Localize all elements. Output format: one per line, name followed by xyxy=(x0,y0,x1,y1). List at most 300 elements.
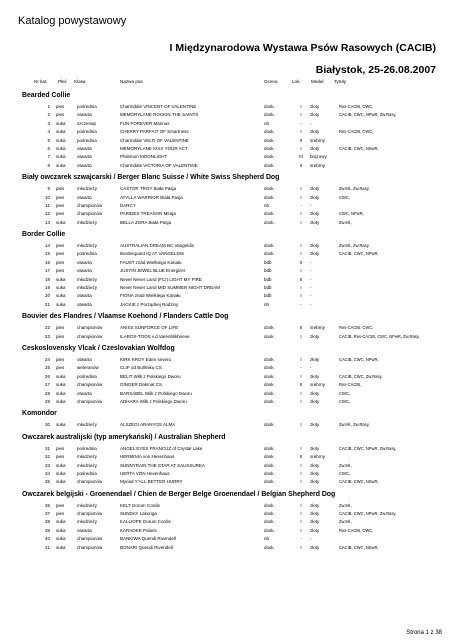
sex-cell: pies xyxy=(56,211,65,217)
sex-cell: pies xyxy=(56,186,65,192)
table-row xyxy=(0,535,452,543)
dog-name-cell: CHERRY PARFAIT OF Smartness xyxy=(120,129,189,135)
class-cell: młodzieży xyxy=(77,502,98,508)
class-cell: młodzieży xyxy=(77,276,98,282)
dog-name-cell: AUSTRALIAN DREAM BC Vangeldis xyxy=(120,243,194,249)
dog-name-cell: Charmdale VICTORIA OF VALENTINE xyxy=(120,162,198,168)
grade-cell: dosk. xyxy=(264,454,275,460)
placement-cell: I xyxy=(300,544,302,550)
sex-cell: pies xyxy=(56,325,65,331)
dog-name-cell: MEMORYLANE KIXX YOUR ACT xyxy=(120,145,188,151)
grade-cell: nb xyxy=(264,202,270,208)
catalog-number-cell: 33 xyxy=(44,462,50,468)
catalog-number-cell: 19 xyxy=(44,285,50,291)
breed-heading: Owczarek belgijski - Groenendael / Chien de Berger Belge Groenendael / Belgian Shepherd Dog xyxy=(22,490,336,498)
dog-name-cell: ADHARA Wilk z Polskiego Dworu xyxy=(120,398,187,404)
sex-cell: suka xyxy=(56,398,66,404)
medal-cell: brązowy xyxy=(310,154,327,160)
titles-cell: CACIB, CWC, NSwR, xyxy=(339,544,379,550)
dog-name-cell: Never Never Land (FCI) LIGHT MY FIRE xyxy=(120,276,202,282)
grade-cell: bdb xyxy=(264,268,272,274)
dog-name-cell: ATYLLA WARRIOR Biała Pasja xyxy=(120,194,183,200)
table-row xyxy=(0,284,452,292)
table-row xyxy=(0,544,452,552)
placement-cell: I xyxy=(300,462,302,468)
catalog-number-cell: 6 xyxy=(47,145,50,151)
sex-cell: pies xyxy=(56,502,65,508)
class-cell: młodzieży xyxy=(77,454,98,460)
placement-cell: II xyxy=(299,276,303,282)
titles-cell: CWC, xyxy=(339,398,350,404)
dog-name-cell: JUSTIN JEWEL BLUE Energizer xyxy=(120,268,186,274)
grade-cell: dosk. xyxy=(264,211,275,217)
sex-cell: suka xyxy=(56,285,66,291)
catalog-number-cell: 32 xyxy=(44,454,50,460)
sex-cell: suka xyxy=(56,154,66,160)
dog-name-cell: ANISS SUNFORCE OF LIFE xyxy=(120,325,179,331)
placement-cell: - xyxy=(300,120,302,126)
table-row xyxy=(0,128,452,136)
grade-cell: dosk. xyxy=(264,527,275,533)
table-row xyxy=(0,137,452,145)
titles-cell: Zw.Mł., xyxy=(339,519,352,525)
class-cell: championów xyxy=(77,202,103,208)
medal-cell: złoty xyxy=(310,390,320,396)
placement-cell: I xyxy=(300,519,302,525)
titles-cell: CACIB, CWC, NPwR, Zw.Rasy, xyxy=(339,511,397,517)
column-header-class: Klasa xyxy=(74,79,86,84)
dog-name-cell: BELLA ZORA Biała Pasja xyxy=(120,219,172,225)
titles-cell: Res-CACIB, CWC, xyxy=(339,104,374,109)
grade-cell: dosk. xyxy=(264,154,275,160)
medal-cell: - xyxy=(310,120,312,126)
grade-cell: dosk. xyxy=(264,333,275,339)
grade-cell: dosk. xyxy=(264,398,275,404)
sex-cell: suka xyxy=(56,145,66,151)
sex-cell: pies xyxy=(56,259,65,265)
breed-heading: Owczarek australijski (typ amerykański) / Australian Shepherd xyxy=(22,433,226,441)
sex-cell: pies xyxy=(56,243,65,249)
sex-cell: suka xyxy=(56,120,66,126)
titles-cell: CWC, xyxy=(339,194,350,200)
table-row xyxy=(0,202,452,210)
medal-cell: złoty xyxy=(310,186,320,192)
table-row xyxy=(0,510,452,518)
titles-cell: Zw.Mł., Zw.Rasy, xyxy=(339,186,370,192)
table-row xyxy=(0,462,452,470)
titles-cell: CACIB, CWC, Zw.Rasy, xyxy=(339,373,383,379)
class-cell: otwarta xyxy=(77,301,92,307)
catalog-number-cell: 17 xyxy=(44,268,50,274)
dog-name-cell: SUNDAY Lakonga xyxy=(120,511,157,517)
sex-cell: suka xyxy=(56,519,66,525)
sex-cell: pies xyxy=(56,202,65,208)
medal-cell: złoty xyxy=(310,479,320,485)
dog-name-cell: GINGER Dakmat CS xyxy=(120,382,163,388)
column-header-location: Lok. xyxy=(292,79,301,84)
grade-cell: dosk. xyxy=(264,502,275,508)
titles-cell: CACIB, Res-CACIB, CWC, NPwR, Zw.Rasy, xyxy=(339,333,420,339)
grade-cell: dosk. xyxy=(264,219,275,225)
grade-cell: dosk. xyxy=(264,422,275,428)
dog-name-cell: FIONA znad Wielkiego Kanału xyxy=(120,293,181,299)
grade-cell: dosk. xyxy=(264,365,275,371)
table-row xyxy=(0,364,452,372)
placement-cell: - xyxy=(300,301,302,307)
dog-name-cell: FUN FOREVER Marinus xyxy=(120,120,170,126)
grade-cell: bdb xyxy=(264,285,272,291)
placement-cell: I xyxy=(300,251,302,257)
placement-cell: I xyxy=(300,479,302,485)
placement-cell: I xyxy=(300,445,302,451)
medal-cell: złoty xyxy=(310,422,320,428)
medal-cell: - xyxy=(310,285,312,291)
titles-cell: CACIB, CWC, NSwR, xyxy=(339,145,379,151)
class-cell: szczeniąt xyxy=(77,120,96,126)
sex-cell: suka xyxy=(56,479,66,485)
grade-cell: dosk. xyxy=(264,162,275,168)
catalog-number-cell: 20 xyxy=(44,293,50,299)
sex-cell: pies xyxy=(56,356,65,362)
sex-cell: pies xyxy=(56,112,65,118)
table-row xyxy=(0,259,452,267)
sex-cell: pies xyxy=(56,251,65,257)
sex-cell: pies xyxy=(56,268,65,274)
placement-cell: I xyxy=(300,511,302,517)
dog-name-cell: BARSABEL Wilk z Polskiego Dworu xyxy=(120,390,192,396)
placement-cell: I xyxy=(300,211,302,217)
sex-cell: suka xyxy=(56,276,66,282)
class-cell: młodzieży xyxy=(77,219,98,225)
breed-heading: Border Collie xyxy=(22,231,66,239)
catalog-number-cell: 25 xyxy=(44,365,50,371)
sex-cell: pies xyxy=(56,194,65,200)
sex-cell: suka xyxy=(56,293,66,299)
placement-cell: I xyxy=(300,194,302,200)
catalog-number-cell: 10 xyxy=(44,194,50,200)
page-number: Strona 1 z 38 xyxy=(406,630,442,636)
titles-cell: Res-CACIB, xyxy=(339,382,362,388)
event-date: Białystok, 25-26.08.2007 xyxy=(315,64,436,76)
medal-cell: złoty xyxy=(310,544,320,550)
grade-cell: dosk. xyxy=(264,356,275,362)
catalog-number-cell: 8 xyxy=(47,162,50,168)
table-row xyxy=(0,250,452,258)
class-cell: championów xyxy=(77,544,103,550)
class-cell: pośrednia xyxy=(77,373,97,379)
catalog-number-cell: 34 xyxy=(44,470,50,476)
dog-name-cell: BANKIWA Quendi Rivendell xyxy=(120,536,176,542)
sex-cell: suka xyxy=(56,137,66,143)
class-cell: championów xyxy=(77,325,103,331)
placement-cell: I xyxy=(300,145,302,151)
class-cell: otwarta xyxy=(77,293,92,299)
class-cell: otwarta xyxy=(77,162,92,168)
breed-heading: Bouvier des Flandres / Vlaamse Koehond / Flanders Cattle Dog xyxy=(22,313,229,321)
table-row xyxy=(0,292,452,300)
medal-cell: złoty xyxy=(310,211,320,217)
class-cell: otwarta xyxy=(77,259,92,265)
table-row xyxy=(0,324,452,332)
catalog-number-cell: 14 xyxy=(44,243,50,249)
titles-cell: CACIB, CWC, NPwR, xyxy=(339,356,379,362)
medal-cell: złoty xyxy=(310,445,320,451)
medal-cell: srebrny xyxy=(310,137,326,143)
dog-name-cell: KALLIOPE Dorum Cordis xyxy=(120,519,171,525)
sex-cell: suka xyxy=(56,390,66,396)
titles-cell: CWC, xyxy=(339,470,350,476)
column-header-titles: Tytuły xyxy=(334,79,346,84)
table-row xyxy=(0,145,452,153)
titles-cell: Zw.Mł., Zw.Rasy, xyxy=(339,422,370,428)
dog-name-cell: Never Never Land MID SUMMER NIGHT DREAM xyxy=(120,285,220,291)
class-cell: championów xyxy=(77,211,103,217)
catalog-number-cell: 28 xyxy=(44,390,50,396)
dog-name-cell: KARAOKE Polaris xyxy=(120,527,157,533)
dog-name-cell: FAUST znad Wielkiego Kanału xyxy=(120,259,182,265)
dog-name-cell: ILAROS-TOOS v.d.Varenblikhoeve xyxy=(120,333,190,339)
titles-cell: Zw.Mł., Zw.Rasy, xyxy=(339,243,370,249)
grade-cell: bdb xyxy=(264,259,272,265)
grade-cell: nb xyxy=(264,120,270,126)
table-row xyxy=(0,398,452,406)
grade-cell: dosk. xyxy=(264,325,275,331)
placement-cell: - xyxy=(300,365,302,371)
sex-cell: pies xyxy=(56,104,65,109)
sex-cell: suka xyxy=(56,129,66,135)
class-cell: młodzieży xyxy=(77,243,98,249)
sex-cell: suka xyxy=(56,536,66,542)
dog-name-cell: HERTA VON Hexenhaus xyxy=(120,470,170,476)
dog-name-cell: Charmdale VELTI OF VALENTINE xyxy=(120,137,189,143)
grade-cell: dosk. xyxy=(264,470,275,476)
medal-cell: - xyxy=(310,293,312,299)
table-row xyxy=(0,103,452,111)
class-cell: otwarta xyxy=(77,154,92,160)
medal-cell: srebrny xyxy=(310,382,326,388)
placement-cell: I xyxy=(300,104,302,109)
catalog-number-cell: 23 xyxy=(44,333,50,339)
titles-cell: CACIB, CWC, NPwR, Zw.Rasy, xyxy=(339,112,397,118)
medal-cell: złoty xyxy=(310,194,320,200)
placement-cell: I xyxy=(300,333,302,339)
placement-cell: I xyxy=(300,356,302,362)
catalog-number-cell: 30 xyxy=(44,422,50,428)
medal-cell: złoty xyxy=(310,129,320,135)
column-header-sex: Płeć xyxy=(58,79,67,84)
table-row xyxy=(0,276,452,284)
titles-cell: Zw.Mł., xyxy=(339,502,352,508)
table-row xyxy=(0,111,452,119)
class-cell: championów xyxy=(77,382,103,388)
grade-cell: dosk. xyxy=(264,390,275,396)
table-row xyxy=(0,356,452,364)
table-row xyxy=(0,527,452,535)
medal-cell: złoty xyxy=(310,511,320,517)
sex-cell: pies xyxy=(56,454,65,460)
table-row xyxy=(0,381,452,389)
titles-cell: CWC, NPwR, xyxy=(339,211,364,217)
sex-cell: suka xyxy=(56,373,66,379)
class-cell: championów xyxy=(77,333,103,339)
catalog-number-cell: 7 xyxy=(47,154,50,160)
placement-cell: III xyxy=(299,154,303,160)
class-cell: pośrednia xyxy=(77,137,97,143)
catalog-number-cell: 22 xyxy=(44,325,50,331)
table-row xyxy=(0,453,452,461)
catalog-number-cell: 31 xyxy=(44,445,50,451)
catalog-number-cell: 24 xyxy=(44,356,50,362)
catalog-number-cell: 26 xyxy=(44,373,50,379)
placement-cell: I xyxy=(300,186,302,192)
grade-cell: dosk. xyxy=(264,479,275,485)
dog-name-cell: CASTOR TROY Biała Pasja xyxy=(120,186,177,192)
dog-name-cell: KELT Dorum Cordis xyxy=(120,502,160,508)
dog-name-cell: BONARI Quendi Rivendell xyxy=(120,544,173,550)
class-cell: pośrednia xyxy=(77,129,97,135)
class-cell: otwarta xyxy=(77,112,92,118)
placement-cell: - xyxy=(300,536,302,542)
sex-cell: suka xyxy=(56,544,66,550)
titles-cell: CACIB, CWC, NSwR, xyxy=(339,479,379,485)
medal-cell: złoty xyxy=(310,356,320,362)
table-row xyxy=(0,333,452,341)
catalog-number-cell: 12 xyxy=(44,211,50,217)
catalog-number-cell: 35 xyxy=(44,479,50,485)
breed-heading: Komondor xyxy=(22,410,57,418)
sex-cell: pies xyxy=(56,511,65,517)
table-row xyxy=(0,194,452,202)
medal-cell: srebrny xyxy=(310,454,326,460)
class-cell: otwarta xyxy=(77,145,92,151)
grade-cell: dosk. xyxy=(264,544,275,550)
class-cell: championów xyxy=(77,536,103,542)
grade-cell: bdb xyxy=(264,293,272,299)
class-cell: otwarta xyxy=(77,356,92,362)
grade-cell: dosk. xyxy=(264,462,275,468)
placement-cell: I xyxy=(300,268,302,274)
table-row xyxy=(0,219,452,227)
sex-cell: suka xyxy=(56,470,66,476)
catalog-number-cell: 4 xyxy=(47,129,50,135)
grade-cell: dosk. xyxy=(264,129,275,135)
table-row xyxy=(0,267,452,275)
class-cell: otwarta xyxy=(77,527,92,533)
placement-cell: I xyxy=(300,219,302,225)
dog-name-cell: CLIF od Bullmiku CS xyxy=(120,365,162,371)
catalog-number-cell: 40 xyxy=(44,536,50,542)
table-row xyxy=(0,301,452,309)
class-cell: pośrednia xyxy=(77,104,97,109)
event-title: I Międzynarodowa Wystawa Psów Rasowych (CACIB) xyxy=(169,42,436,54)
sex-cell: suka xyxy=(56,382,66,388)
titles-cell: CACIB, CWC, NPwR, xyxy=(339,251,379,257)
class-cell: młodzieży xyxy=(77,422,98,428)
placement-cell: I xyxy=(300,243,302,249)
catalog-number-cell: 5 xyxy=(47,137,50,143)
grade-cell: dosk. xyxy=(264,251,275,257)
grade-cell: dosk. xyxy=(264,112,275,118)
class-cell: otwarta xyxy=(77,268,92,274)
medal-cell: złoty xyxy=(310,243,320,249)
catalog-number-cell: 1 xyxy=(47,104,50,109)
grade-cell: bdb xyxy=(264,276,272,282)
placement-cell: I xyxy=(300,129,302,135)
sex-cell: suka xyxy=(56,301,66,307)
titles-cell: CWC, xyxy=(339,390,350,396)
table-row xyxy=(0,502,452,510)
grade-cell: dosk. xyxy=(264,243,275,249)
class-cell: championów xyxy=(77,511,103,517)
grade-cell: dosk. xyxy=(264,373,275,379)
medal-cell: złoty xyxy=(310,251,320,257)
sex-cell: suka xyxy=(56,462,66,468)
breed-heading: Biały owczarek szwajcarski / Berger Blanc Suisse / White Swiss Shepherd Dog xyxy=(22,174,280,182)
placement-cell: I xyxy=(300,422,302,428)
grade-cell: nb xyxy=(264,536,270,542)
medal-cell: złoty xyxy=(310,502,320,508)
dog-name-cell: Charmdale VINCENT OF VALENTINE xyxy=(120,104,197,109)
dog-name-cell: Philemon MOONLIGHT xyxy=(120,154,168,160)
class-cell: pośrednia xyxy=(77,470,97,476)
document-title: Katalog powystawowy xyxy=(18,15,127,27)
table-row xyxy=(0,120,452,128)
table-row xyxy=(0,478,452,486)
placement-cell: II xyxy=(299,382,303,388)
placement-cell: I xyxy=(300,527,302,533)
sex-cell: suka xyxy=(56,162,66,168)
medal-cell: - xyxy=(310,301,312,307)
catalog-number-cell: 29 xyxy=(44,398,50,404)
class-cell: młodzieży xyxy=(77,462,98,468)
table-row xyxy=(0,153,452,161)
placement-cell: I xyxy=(300,398,302,404)
medal-cell: - xyxy=(310,259,312,265)
catalog-number-cell: 39 xyxy=(44,527,50,533)
medal-cell: złoty xyxy=(310,333,320,339)
class-cell: młodzieży xyxy=(77,186,98,192)
placement-cell: - xyxy=(300,202,302,208)
dog-name-cell: HERMINIA von Hexenhaus xyxy=(120,454,175,460)
sex-cell: suka xyxy=(56,422,66,428)
placement-cell: I xyxy=(300,285,302,291)
placement-cell: II xyxy=(299,162,303,168)
class-cell: pośrednia xyxy=(77,445,97,451)
column-header-grade: Ocena xyxy=(264,79,278,84)
medal-cell: - xyxy=(310,536,312,542)
medal-cell: złoty xyxy=(310,462,320,468)
medal-cell: - xyxy=(310,268,312,274)
table-row xyxy=(0,390,452,398)
medal-cell: - xyxy=(310,276,312,282)
class-cell: pośrednia xyxy=(77,251,97,257)
table-row xyxy=(0,518,452,526)
placement-cell: I xyxy=(300,112,302,118)
class-cell: championów xyxy=(77,398,103,404)
table-row xyxy=(0,242,452,250)
catalog-number-cell: 13 xyxy=(44,219,50,225)
table-row xyxy=(0,210,452,218)
medal-cell: złoty xyxy=(310,398,320,404)
table-row xyxy=(0,421,452,429)
medal-cell: złoty xyxy=(310,219,320,225)
grade-cell: dosk. xyxy=(264,104,275,109)
sex-cell: pies xyxy=(56,365,65,371)
dog-name-cell: DARCY xyxy=(120,202,136,208)
medal-cell: złoty xyxy=(310,112,320,118)
titles-cell: Zw.Mł., xyxy=(339,219,352,225)
catalog-number-cell: 21 xyxy=(44,301,50,307)
